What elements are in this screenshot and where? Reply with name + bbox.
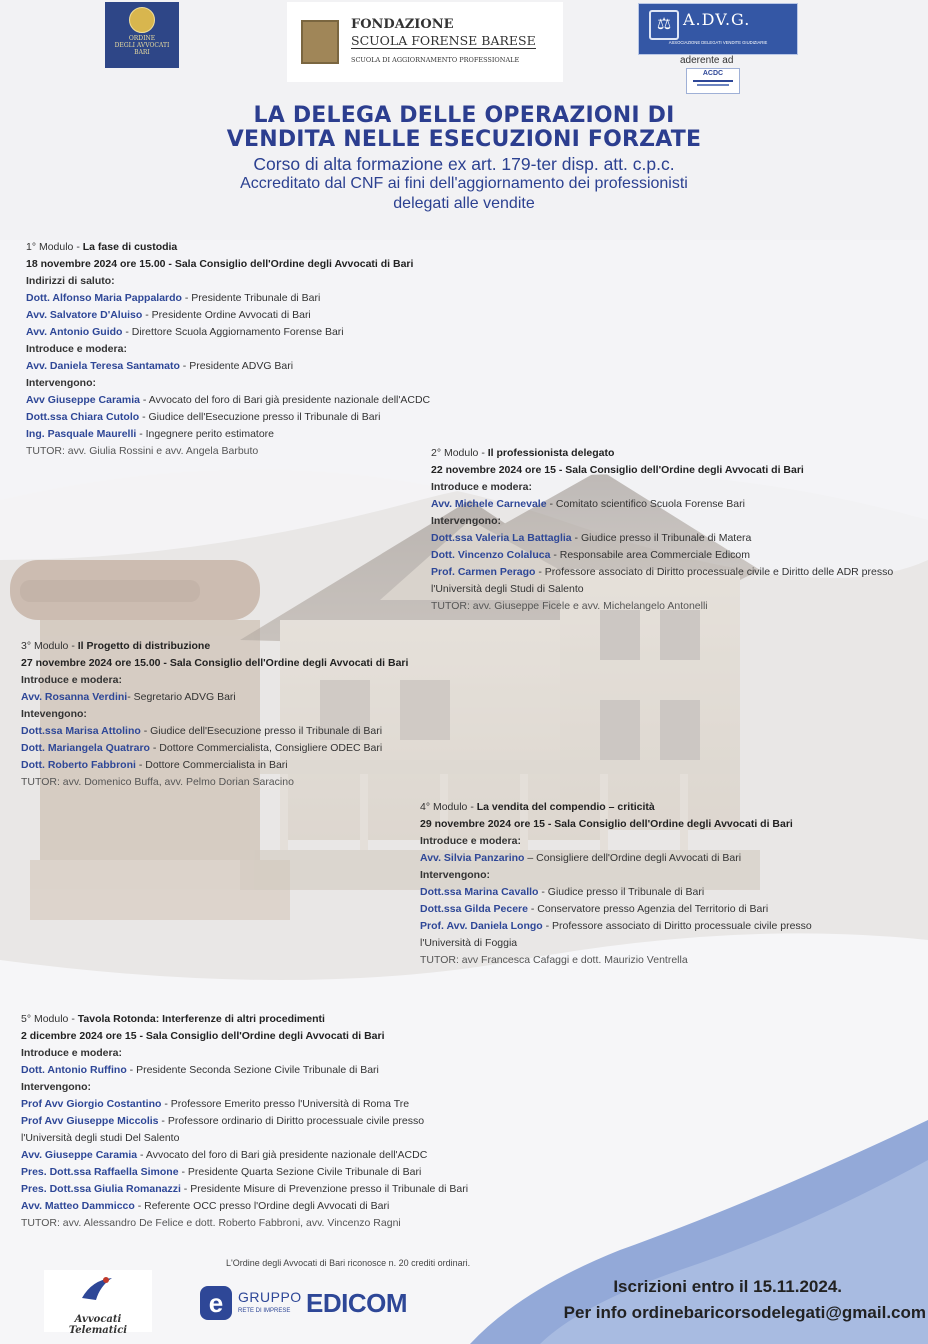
speaker-row: Dott. Mariangela Quatraro - Dottore Commercialista, Consigliere ODEC Bari	[21, 742, 383, 754]
edicom-e-icon: e	[200, 1286, 232, 1320]
module-date: 27 novembre 2024 ore 15.00 - Sala Consiglio dell'Ordine degli Avvocati di Bari	[21, 657, 409, 669]
speaker-row: Avv. Michele Carnevale - Comitato scientifico Scuola Forense Bari	[431, 498, 745, 510]
medal-icon	[129, 7, 155, 33]
subtitle: Corso di alta formazione ex art. 179-ter disp. att. c.p.c.	[253, 154, 675, 174]
section-label: Intervengono:	[420, 869, 490, 881]
speaker-row: Avv. Giuseppe Caramia - Avvocato del foro di Bari già presidente nazionale dell'ACDC	[21, 1149, 428, 1161]
speaker-row: Dott.ssa Chiara Cutolo - Giudice dell'Esecuzione presso il Tribunale di Bari	[26, 411, 381, 423]
module-1	[26, 239, 496, 460]
module-date: 22 novembre 2024 ore 15 - Sala Consiglio dell'Ordine degli Avvocati di Bari	[431, 464, 804, 476]
section-label: Intervengono:	[26, 377, 96, 389]
title-line-2: VENDITA NELLE ESECUZIONI FORZATE	[226, 127, 702, 152]
section-label: Introduce e modera:	[21, 674, 122, 686]
speaker-row: Avv. Silvia Panzarino – Consigliere dell'Ordine degli Avvocati di Bari	[420, 852, 742, 864]
speaker-row: Dott. Roberto Fabbroni - Dottore Commercialista in Bari	[21, 759, 288, 771]
speaker-row: Dott. Vincenzo Colaluca - Responsabile area Commerciale Edicom	[431, 549, 751, 561]
speaker-row: Dott.ssa Gilda Pecere - Conservatore presso Agenzia del Territorio di Bari	[420, 903, 769, 915]
acdc-logo[interactable]: ACDC	[686, 68, 740, 94]
edicom-logo[interactable]: e GRUPPO RETE DI IMPRESE EDICOM	[200, 1286, 420, 1326]
registration-deadline: Iscrizioni entro il 15.11.2024.	[613, 1277, 842, 1296]
speaker-row: Prof Avv Giorgio Costantino - Professore Emerito presso l'Università di Roma Tre	[21, 1098, 410, 1110]
speaker-row: Avv Giuseppe Caramia - Avvocato del foro di Bari già presidente nazionale dell'ACDC	[26, 394, 431, 406]
section-label: Intervengono:	[431, 515, 501, 527]
acdc-lines-icon	[693, 80, 733, 82]
module-5	[21, 1011, 491, 1232]
tutor-line: TUTOR: avv. Alessandro De Felice e dott. Roberto Fabbroni, avv. Vincenzo Ragni	[21, 1217, 401, 1229]
title-line-1: LA DELEGA DELLE OPERAZIONI DI	[253, 103, 675, 128]
avvocati-telematici-logo[interactable]: Avvocati Telematici	[44, 1270, 152, 1332]
speaker-row: Dott.ssa Marina Cavallo - Giudice presso il Tribunale di Bari	[420, 886, 705, 898]
speaker-row: Dott.ssa Valeria La Battaglia - Giudice presso il Tribunale di Matera	[431, 532, 752, 544]
speaker-row: Avv. Daniela Teresa Santamato - Presidente ADVG Bari	[26, 360, 294, 372]
module-3	[21, 638, 441, 791]
module-heading: 5° Modulo - Tavola Rotonda: Interferenze di altri procedimenti	[21, 1013, 325, 1025]
course-header	[0, 104, 928, 214]
section-label: Indirizzi di saluto:	[26, 275, 115, 287]
advg-logo[interactable]: ⚖ A.DV.G. ASSOCIAZIONE DELEGATI VENDITE GIUDIZIARIE	[638, 3, 798, 55]
speaker-row: Dott. Alfonso Maria Pappalardo - Presidente Tribunale di Bari	[26, 292, 321, 304]
speaker-row: Dott.ssa Marisa Attolino - Giudice dell'Esecuzione presso il Tribunale di Bari	[21, 725, 383, 737]
module-4	[420, 799, 890, 969]
info-email[interactable]: Per info ordinebaricorsodelegati@gmail.com	[563, 1303, 926, 1322]
module-2	[431, 445, 901, 615]
scales-icon: ⚖	[649, 10, 679, 40]
module-heading: 2° Modulo - Il professionista delegato	[431, 447, 615, 459]
section-label: Introduce e modera:	[21, 1047, 122, 1059]
fondazione-logo[interactable]: FONDAZIONE SCUOLA FORENSE BARESE SCUOLA DI AGGIORNAMENTO PROFESSIONALE	[287, 2, 563, 82]
aderente-label: aderente ad	[680, 55, 734, 66]
fondazione-emblem-icon	[301, 20, 339, 64]
module-heading: 3° Modulo - Il Progetto di distribuzione	[21, 640, 211, 652]
speaker-row: Pres. Dott.ssa Raffaella Simone - Presidente Quarta Sezione Civile Tribunale di Bari	[21, 1166, 422, 1178]
tutor-line: TUTOR: avv. Giulia Rossini e avv. Angela Barbuto	[26, 445, 259, 457]
speaker-row: Ing. Pasquale Maurelli - Ingegnere perito estimatore	[26, 428, 275, 440]
tutor-line: TUTOR: avv. Giuseppe Ficele e avv. Michelangelo Antonelli	[431, 600, 708, 612]
section-label: Introduce e modera:	[420, 835, 521, 847]
accreditation-line-2: delegati alle vendite	[393, 195, 535, 212]
speaker-row: Avv. Rosanna Verdini- Segretario ADVG Bari	[21, 691, 236, 703]
section-label: Introduce e modera:	[431, 481, 532, 493]
speaker-row: Avv. Matteo Dammicco - Referente OCC presso l'Ordine degli Avvocati di Bari	[21, 1200, 390, 1212]
speaker-row: Prof Avv Giuseppe Miccolis - Professore ordinario di Diritto processuale civile presso l'Università degli studi Del Salento	[21, 1115, 425, 1144]
module-heading: 4° Modulo - La vendita del compendio – criticità	[420, 801, 655, 813]
section-label: Introduce e modera:	[26, 343, 127, 355]
module-date: 29 novembre 2024 ore 15 - Sala Consiglio dell'Ordine degli Avvocati di Bari	[420, 818, 793, 830]
speaker-row: Prof. Carmen Perago - Professore associato di Diritto processuale civile e Diritto delle ADR presso l'Università degli Studi di Salento	[431, 566, 894, 595]
registration-info	[498, 1274, 928, 1326]
speaker-row: Dott. Antonio Ruffino - Presidente Seconda Sezione Civile Tribunale di Bari	[21, 1064, 379, 1076]
ordine-avvocati-logo[interactable]: ORDINE DEGLI AVVOCATI BARI	[105, 2, 179, 68]
tutor-line: TUTOR: avv Francesca Cafaggi e dott. Maurizio Ventrella	[420, 954, 688, 966]
section-label: Intevengono:	[21, 708, 87, 720]
credits-note: L'Ordine degli Avvocati di Bari riconosce n. 20 crediti ordinari.	[226, 1258, 471, 1268]
speaker-row: Prof. Avv. Daniela Longo - Professore associato di Diritto processuale civile presso l'Università di Foggia	[420, 920, 812, 949]
tutor-line: TUTOR: avv. Domenico Buffa, avv. Pelmo Dorian Saracino	[21, 776, 294, 788]
speaker-row: Pres. Dott.ssa Giulia Romanazzi - Presidente Misure di Prevenzione presso il Tribunale di Bari	[21, 1183, 469, 1195]
running-figure-icon	[78, 1274, 116, 1304]
module-heading: 1° Modulo - La fase di custodia	[26, 241, 178, 253]
section-label: Intervengono:	[21, 1081, 91, 1093]
accreditation-line-1: Accreditato dal CNF ai fini dell'aggiornamento dei professionisti	[240, 175, 688, 192]
speaker-row: Avv. Salvatore D'Aluiso - Presidente Ordine Avvocati di Bari	[26, 309, 311, 321]
speaker-row: Avv. Antonio Guido - Direttore Scuola Aggiornamento Forense Bari	[26, 326, 344, 338]
module-date: 2 dicembre 2024 ore 15 - Sala Consiglio dell'Ordine degli Avvocati di Bari	[21, 1030, 385, 1042]
module-date: 18 novembre 2024 ore 15.00 - Sala Consiglio dell'Ordine degli Avvocati di Bari	[26, 258, 414, 270]
